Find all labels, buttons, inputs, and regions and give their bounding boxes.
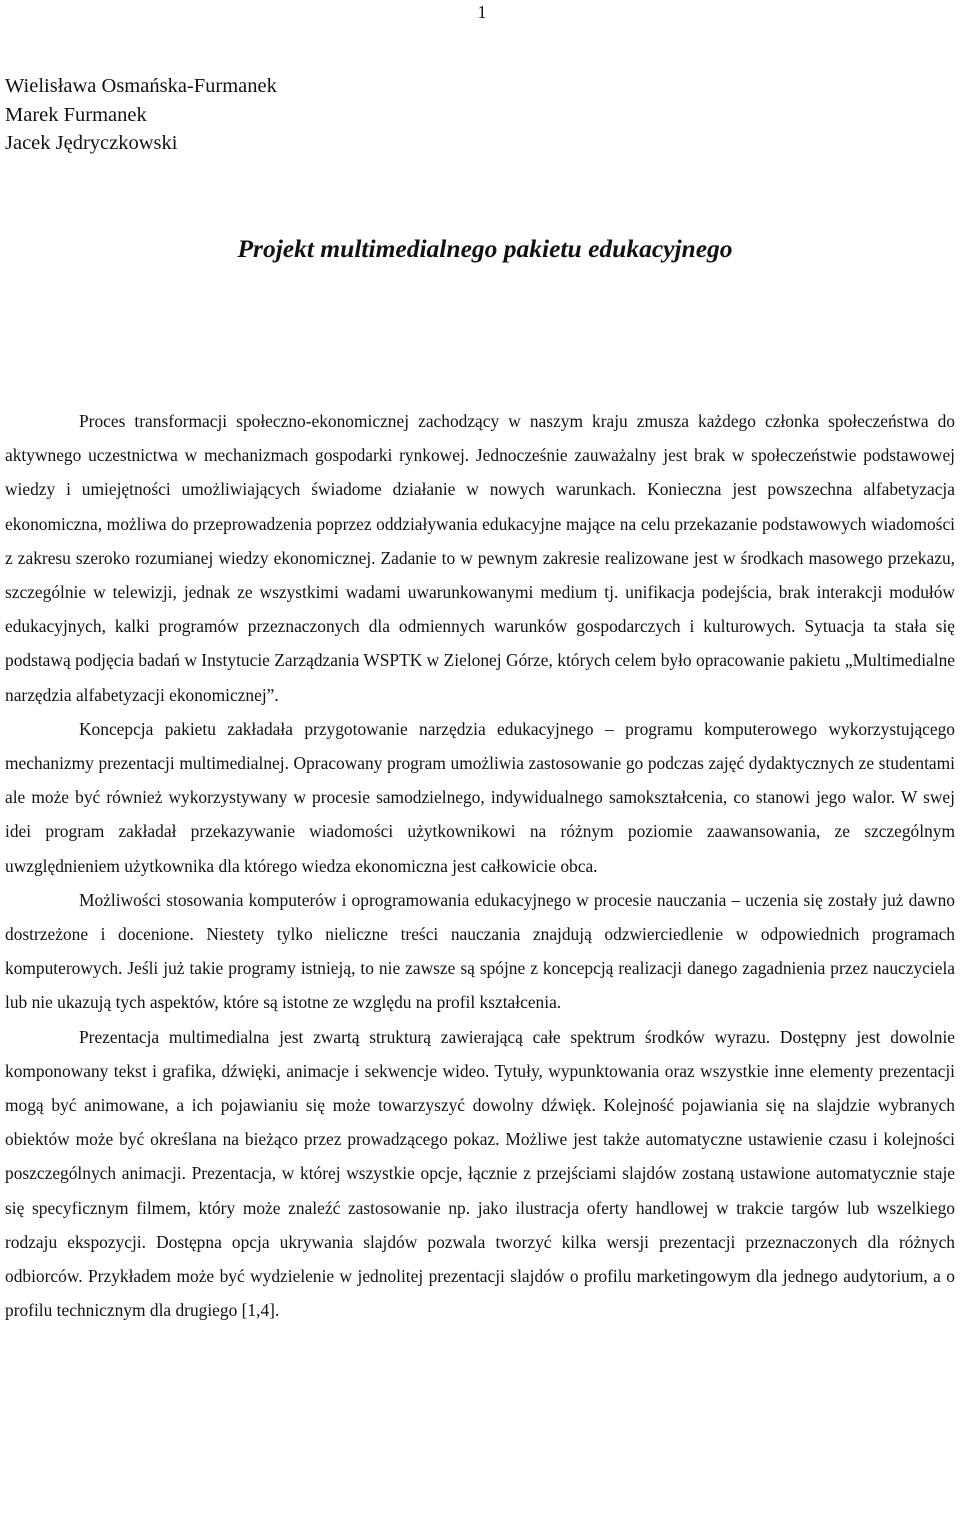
author-name: Wielisława Osmańska-Furmanek — [5, 75, 277, 97]
author-name: Jacek Jędryczkowski — [5, 132, 178, 154]
body-paragraph: Proces transformacji społeczno-ekonomicznej zachodzący w naszym kraju zmusza każdego członka społeczeństwa do aktywnego uczestnictwa w mechanizmach gospodarki rynkowej. Jednocześnie zauważalny jest brak w społeczeństwie podstawowej wiedzy i umiejętności umożliwiających świadome działanie w nowych warunkach. Konieczna jest powszechna alfabetyzacja ekonomiczna, możliwa do przeprowadzenia poprzez oddziaływania edukacyjne mające na celu przekazanie podstawowych wiadomości z zakresu szeroko rozumianej wiedzy ekonomicznej. Zadanie to w pewnym zakresie realizowane jest w środkach masowego przekazu, szczególnie w telewizji, jednak ze wszystkimi wadami uwarunkowanymi medium tj. unifikacja podejścia, brak interakcji modułów edukacyjnych, kalki programów przeznaczonych dla odmiennych warunków gospodarczych i kulturowych. Sytuacja ta stała się podstawą podjęcia badań w Instytucie Zarządzania WSPTK w Zielonej Górze, których celem było opracowanie pakietu „Multimedialne narzędzia alfabetyzacji ekonomicznej”. — [5, 411, 955, 705]
document-title: Projekt multimedialnego pakietu edukacyjnego — [237, 234, 733, 263]
document-body — [5, 404, 955, 1327]
author-name: Marek Furmanek — [5, 103, 147, 126]
body-paragraph: Koncepcja pakietu zakładała przygotowanie narzędzia edukacyjnego – programu komputerowego wykorzystującego mechanizmy prezentacji multimedialnej. Opracowany program umożliwia zastosowanie go podczas zajęć dydaktycznych ze studentami ale może być również wykorzystywany w procesie samodzielnego, indywidualnego samokształcenia, co stanowi jego walor. W swej idei program zakładał przekazywanie wiadomości użytkownikowi na różnym poziomie zaawansowania, ze szczególnym uwzględnieniem użytkownika dla którego wiedza ekonomiczna jest całkowicie obca. — [5, 718, 955, 876]
body-paragraph: Prezentacja multimedialna jest zwartą strukturą zawierającą całe spektrum środków wyrazu. Dostępny jest dowolnie komponowany tekst i grafika, dźwięki, animacje i sekwencje wideo. Tytuły, wypunktowania oraz wszystkie inne elementy prezentacji mogą być animowane, a ich pojawianiu się może towarzyszyć dowolny dźwięk. Kolejność pojawiania się na slajdzie wybranych obiektów może być określana na bieżąco przez prowadzącego pokaz. Możliwe jest także automatyczne ustawienie czasu i kolejności poszczególnych animacji. Prezentacja, w której wszystkie opcje, łącznie z przejściami slajdów zostaną ustawione automatycznie staje się specyficznym filmem, który może znaleźć zastosowanie np. jako ilustracja oferty handlowej w trakcie targów lub wszelkiego rodzaju ekspozycji. Dostępna opcja ukrywania slajdów pozwala tworzyć kilka wersji prezentacji przeznaczonych dla różnych odbiorców. Przykładem może być wydzielenie w jednolitej prezentacji slajdów o profilu marketingowym dla jednego audytorium, a o profilu technicznym dla drugiego [1,4]. — [5, 1026, 955, 1321]
body-paragraph: Możliwości stosowania komputerów i oprogramowania edukacyjnego w procesie nauczania – uczenia się zostały już dawno dostrzeżone i docenione. Niestety tylko nieliczne treści nauczania znajdują odzwierciedlenie w odpowiednich programach komputerowych. Jeśli już takie programy istnieją, to nie zawsze są spójne z koncepcją realizacji danego zagadnienia przez nauczyciela lub nie ukazują tych aspektów, które są istotne ze względu na profil kształcenia. — [5, 889, 955, 1013]
page-number: 1 — [477, 2, 487, 22]
author-list — [5, 72, 277, 158]
